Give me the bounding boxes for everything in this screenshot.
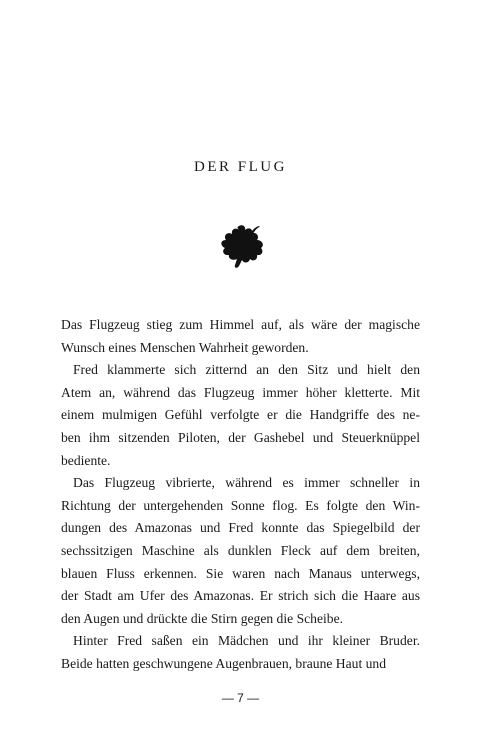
text-line: blauen Fluss erkennen. Sie waren nach Manaus unterwegs, <box>61 565 420 581</box>
text-line: Fred klammerte sich zitternd an den Sitz und hielt den <box>73 362 420 378</box>
leaf-icon <box>215 222 267 272</box>
text-line: Wunsch eines Menschen Wahrheit geworden. <box>61 339 309 355</box>
text-line: ben ihm sitzenden Piloten, der Gashebel und Steuerknüppel <box>61 429 420 445</box>
text-line: den Augen und drückte die Stirn gegen die Scheibe. <box>61 610 343 626</box>
chapter-title: DER FLUG <box>194 159 287 175</box>
text-line: Beide hatten geschwungene Augenbrauen, braune Haut und <box>61 655 387 671</box>
text-line: Das Flugzeug vibrierte, während es immer schneller in <box>73 475 420 491</box>
text-line: Atem an, während das Flugzeug immer höher kletterte. Mit <box>61 384 420 400</box>
text-line: Richtung der untergehenden Sonne flog. Es folgte den Win- <box>61 497 420 513</box>
text-line: Hinter Fred saßen ein Mädchen und ihr kleiner Bruder. <box>73 633 420 649</box>
text-line: bediente. <box>61 452 111 468</box>
text-line: Das Flugzeug stieg zum Himmel auf, als wäre der magische <box>61 317 420 332</box>
text-line: einem mulmigen Gefühl verfolgte er die Handgriffe des ne- <box>61 407 420 423</box>
text-line: sechssitzigen Maschine als dunklen Fleck auf dem breiten, <box>61 542 420 558</box>
text-line: der Stadt am Ufer des Amazonas. Er strich sich die Haare aus <box>61 588 420 604</box>
text-line: dungen des Amazonas und Fred konnte das Spiegelbild der <box>61 520 420 536</box>
paragraph <box>61 472 420 630</box>
body-text <box>61 314 420 676</box>
paragraph <box>61 314 420 359</box>
paragraph <box>61 630 420 675</box>
page-number: — 7 — <box>221 691 260 705</box>
paragraph <box>61 359 420 472</box>
